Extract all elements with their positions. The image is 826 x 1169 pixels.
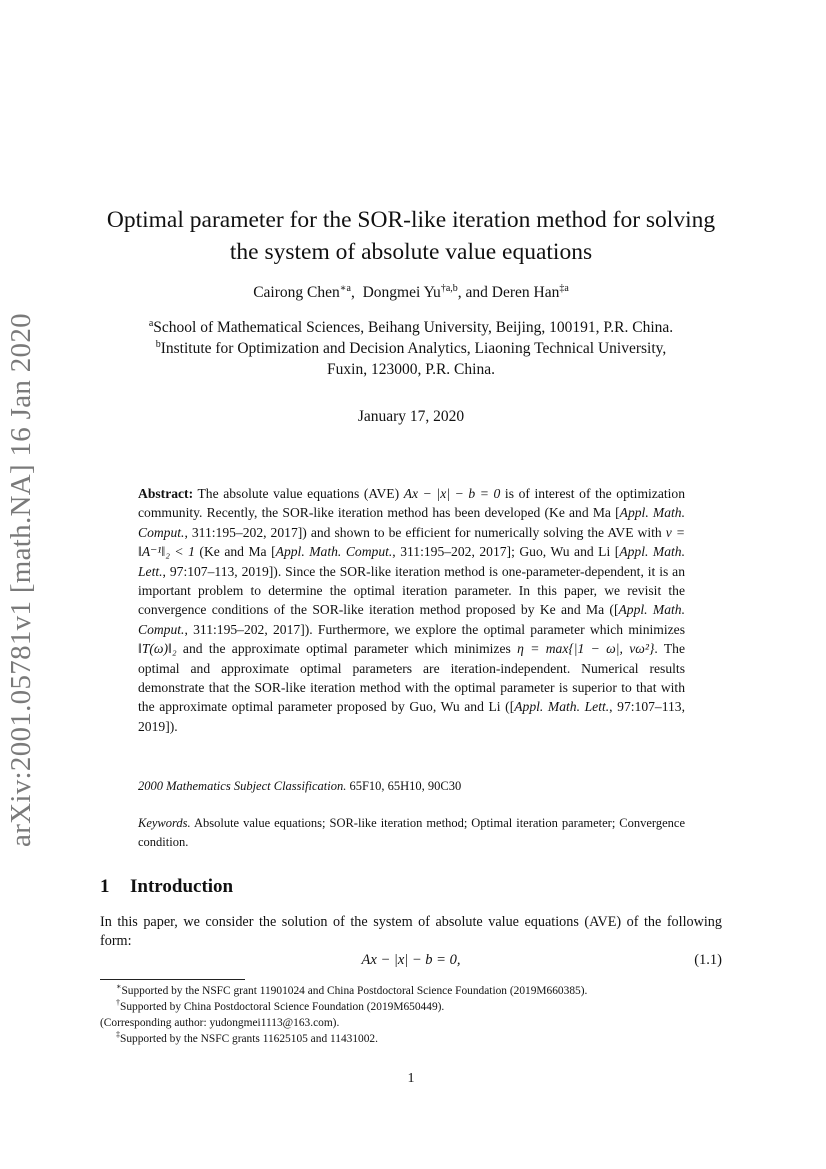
arxiv-stamp: arXiv:2001.05781v1 [math.NA] 16 Jan 2020 xyxy=(5,313,37,847)
math-inline: η = max{|1 − ω|, νω²} xyxy=(517,641,655,657)
title-line-2: the system of absolute value equations xyxy=(229,239,593,265)
math-inline: ν = ‖A⁻¹‖₂ < 1 xyxy=(138,524,686,560)
author-name: Dongmei Yu xyxy=(362,284,441,301)
author-name: Cairong Chen xyxy=(253,284,340,301)
journal-ref: Appl. Math. Comput. xyxy=(138,505,685,540)
journal-ref: Appl. Math. Lett. xyxy=(138,544,685,579)
abstract-label: Abstract: xyxy=(138,486,194,501)
abstract-text: (Ke and Ma [ xyxy=(194,544,276,560)
footnote-mark: ‡ xyxy=(116,1030,120,1040)
paper-title xyxy=(80,204,742,268)
abstract-text: , 311:195–202, 2017]) and shown to be efficient for numerically solving the AVE with xyxy=(184,524,666,540)
journal-ref: Appl. Math. Comput. xyxy=(275,544,393,560)
paper-date: January 17, 2020 xyxy=(357,408,465,425)
section-number: 1 xyxy=(100,876,110,897)
author-list: Cairong Chen$^{∗a}$, Dongmei Yu$^{\dagger a,b}$, and Deren Han$^{\ddagger a}$ xyxy=(253,282,569,301)
affiliations xyxy=(100,317,722,380)
abstract-text: The absolute value equations (AVE) xyxy=(193,486,404,501)
keywords-text: Absolute value equations; SOR-like iteration method; Optimal iteration parameter; Convergence condition. xyxy=(138,816,685,849)
footnote-3 xyxy=(100,1031,740,1047)
footnote-text: Supported by the NSFC grants 11625105 and 11431002. xyxy=(120,1033,378,1045)
footnote-1 xyxy=(100,983,740,999)
equation-body: Ax − |x| − b = 0, xyxy=(361,952,461,968)
abstract-text: . The optimal and approximate optimal parameters are iteration-independent. Numerical results demonstrate that the SOR-like iteration method with the optimal parameter is superior to that with the approximate optimal parameter proposed by Guo, Wu and Li ([ xyxy=(138,641,686,715)
author-mark: †a,b xyxy=(440,282,458,294)
author-mark: ‡a xyxy=(559,282,569,294)
intro-paragraph: In this paper, we consider the solution of the system of absolute value equations (AVE) of the following form: xyxy=(100,914,722,949)
page-number: 1 xyxy=(407,1071,415,1086)
affiliation-b-line-2: Fuxin, 123000, P.R. China. xyxy=(327,361,495,378)
affiliation-mark: b xyxy=(155,338,161,350)
abstract xyxy=(138,484,685,736)
footnote-2 xyxy=(100,999,740,1015)
abstract-text: and the approximate optimal parameter which minimizes xyxy=(176,641,518,657)
footnote-mark: † xyxy=(116,998,120,1008)
math-inline: Ax − |x| − b = 0 xyxy=(403,486,501,501)
author-name: Deren Han xyxy=(491,284,560,301)
keywords-label: Keywords. xyxy=(138,816,191,830)
msc-label: 2000 Mathematics Subject Classification. xyxy=(138,779,347,793)
author-separator: , and xyxy=(457,284,492,301)
abstract-text: , 311:195–202, 2017]; Guo, Wu and Li [ xyxy=(392,544,620,560)
journal-ref: Appl. Math. Comput. xyxy=(138,602,685,637)
author-mark: ∗a xyxy=(339,282,351,294)
abstract-text: , 97:107–113, 2019]). xyxy=(138,699,685,734)
footnote-2-continued: (Corresponding author: yudongmei1113@163.com). xyxy=(100,1017,340,1029)
footnote-rule xyxy=(100,979,245,980)
math-inline: ‖T(ω)‖₂ xyxy=(138,641,177,657)
abstract-text: , 97:107–113, 2019]). Since the SOR-like iteration method is one-parameter-dependent, it is an important problem to determine the optimal iteration parameter. In this paper, we revisit the convergence conditions of the SOR-like iteration method proposed by Ke and Ma ([ xyxy=(138,563,685,618)
msc-classification xyxy=(138,779,685,794)
msc-codes: 65F10, 65H10, 90C30 xyxy=(346,779,462,793)
affiliation-mark: a xyxy=(148,317,154,329)
journal-ref: Appl. Math. Lett. xyxy=(514,699,610,715)
footnote-mark: ∗ xyxy=(116,982,122,992)
footnote-text: Supported by China Postdoctoral Science Foundation (2019M650449). xyxy=(120,1001,445,1013)
section-title: Introduction xyxy=(130,876,234,897)
section-heading xyxy=(100,876,233,898)
title-line-1: Optimal parameter for the SOR-like iteration method for solving xyxy=(106,207,716,233)
abstract-text: , 311:195–202, 2017]). Furthermore, we explore the optimal parameter which minimizes xyxy=(184,621,685,637)
equation-tag: (1.1) xyxy=(694,952,722,968)
keywords xyxy=(138,814,685,852)
affiliation-b: Institute for Optimization and Decision Analytics, Liaoning Technical University, xyxy=(160,340,667,357)
abstract-text: is of interest of the optimization community. Recently, the SOR-like iteration method has been developed (Ke and Ma [ xyxy=(138,486,686,521)
affiliation-a: School of Mathematical Sciences, Beihang University, Beijing, 100191, P.R. China. xyxy=(153,319,674,336)
footnote-text: Supported by the NSFC grant 11901024 and China Postdoctoral Science Foundation (2019M660385). xyxy=(121,985,588,997)
